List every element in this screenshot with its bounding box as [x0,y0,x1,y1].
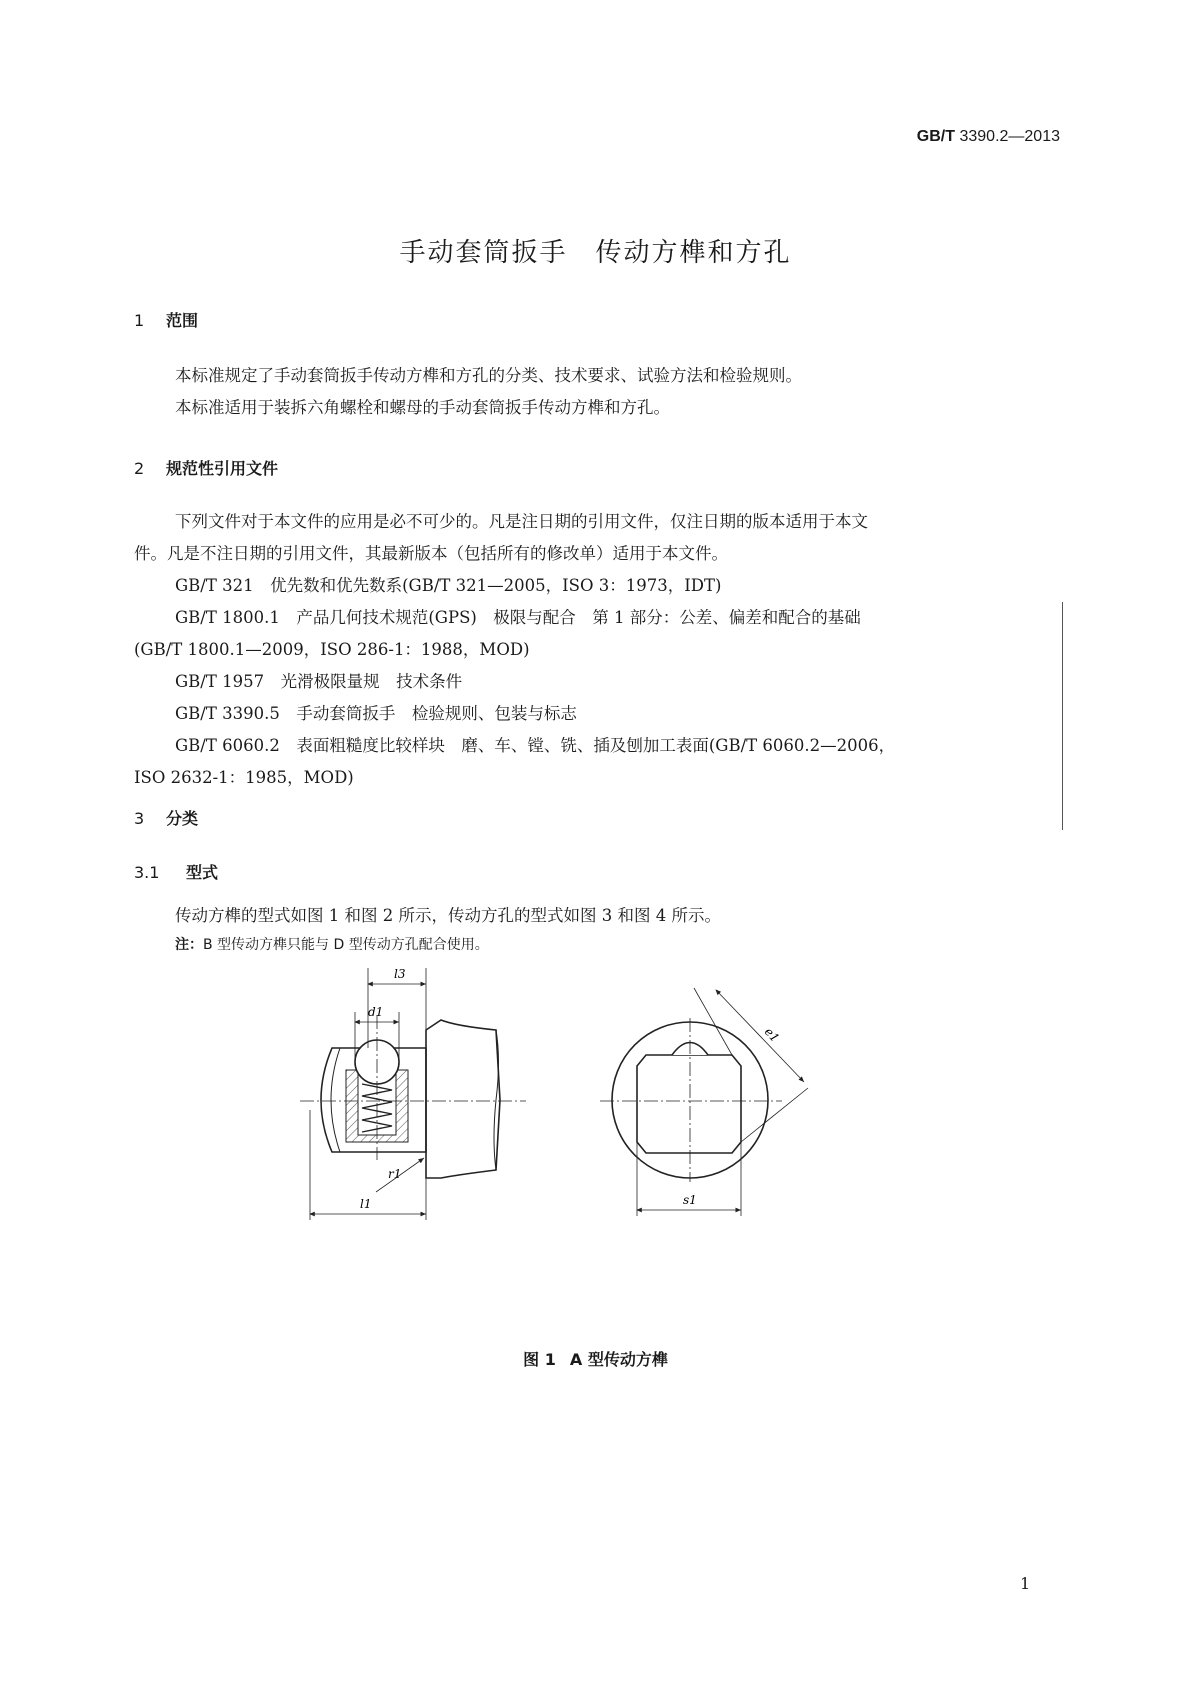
paragraph-text: 传动方榫的型式如图 1 和图 2 所示，传动方孔的型式如图 3 和图 4 所示。 [175,906,721,925]
paragraph-text: 下列文件对于本文件的应用是必不可少的。凡是注日期的引用文件，仅注日期的版本适用于本文 [175,512,868,531]
side-view [321,1020,500,1178]
paragraph-line: 件。凡是不注日期的引用文件，其最新版本（包括所有的修改单）适用于本文件。 [134,544,728,563]
drive-chamfer [331,1048,340,1152]
note [175,934,489,954]
section-number: 1 [134,311,145,330]
reference-item [134,602,1054,634]
figure-1-drawing [296,960,896,1230]
section-1-body [134,360,1054,424]
paragraph-line [134,506,1054,538]
reference-text: GB/T 1800.1 产品几何技术规范(GPS) 极限与配合 第 1 部分：公差、偏差和配合的基础 [175,608,861,627]
reference-text: GB/T 3390.5 手动套筒扳手 检验规则、包装与标志 [175,704,577,723]
subsection-title: 型式 [186,863,219,882]
reference-item-continuation: ISO 2632-1：1985，MOD) [134,768,354,787]
section-2-heading [134,456,278,479]
subsection-number: 3.1 [134,863,160,882]
dim-label-s1: s1 [683,1193,697,1207]
section-number: 3 [134,809,145,828]
square-drive-end [637,1055,741,1153]
reference-item [134,666,1054,698]
reference-text: GB/T 321 优先数和优先数系(GB/T 321—2005，ISO 3：1973，IDT) [175,576,722,595]
paragraph-text: 本标准适用于装拆六角螺栓和螺母的手动套筒扳手传动方榫和方孔。 [175,398,670,417]
note-text: B 型传动方榫只能与 D 型传动方孔配合使用。 [203,937,489,953]
reference-item [134,698,1054,730]
subsection-3-1-heading [134,860,218,883]
dim-label-r1: r1 [388,1167,402,1181]
subsection-3-1-body [134,900,1054,932]
figure-number: 图 1 [523,1350,556,1369]
reference-item-continuation: (GB/T 1800.1—2009，ISO 286-1：1988，MOD) [134,640,530,659]
reference-item [134,570,1054,602]
dim-label-l3: l3 [394,967,406,981]
section-3-heading [134,806,198,829]
reference-item [134,730,1054,762]
paragraph [134,392,1054,424]
section-title: 分类 [166,809,199,828]
standard-code [870,128,1060,146]
reference-text: GB/T 6060.2 表面粗糙度比较样块 磨、车、镗、铣、插及刨加工表面(GB/T 6060.2—2006， [175,736,896,755]
dim-label-e1: e1 [761,1024,783,1045]
section-number: 2 [134,459,145,478]
paragraph [134,900,1054,932]
standard-number: 3390.2—2013 [959,128,1060,145]
section-title: 规范性引用文件 [166,459,279,478]
figure-caption [0,1347,1191,1370]
paragraph-text: 本标准规定了手动套筒扳手传动方榫和方孔的分类、技术要求、试验方法和检验规则。 [175,366,802,385]
page-title: 手动套筒扳手 传动方榫和方孔 [399,238,792,268]
drive-body [426,1020,500,1178]
dim-label-l1: l1 [360,1197,372,1211]
section-2-body [134,506,1054,794]
page-number: 1 [1020,1574,1031,1593]
note-label: 注： [175,937,203,953]
figure-title: A 型传动方榫 [569,1350,668,1369]
revision-bar [1062,602,1063,830]
section-1-heading [134,308,198,331]
dim-label-d1: d1 [368,1005,384,1019]
section-title: 范围 [166,311,199,330]
reference-text: GB/T 1957 光滑极限量规 技术条件 [175,672,463,691]
standard-prefix: GB/T [916,128,956,145]
paragraph [134,360,1054,392]
